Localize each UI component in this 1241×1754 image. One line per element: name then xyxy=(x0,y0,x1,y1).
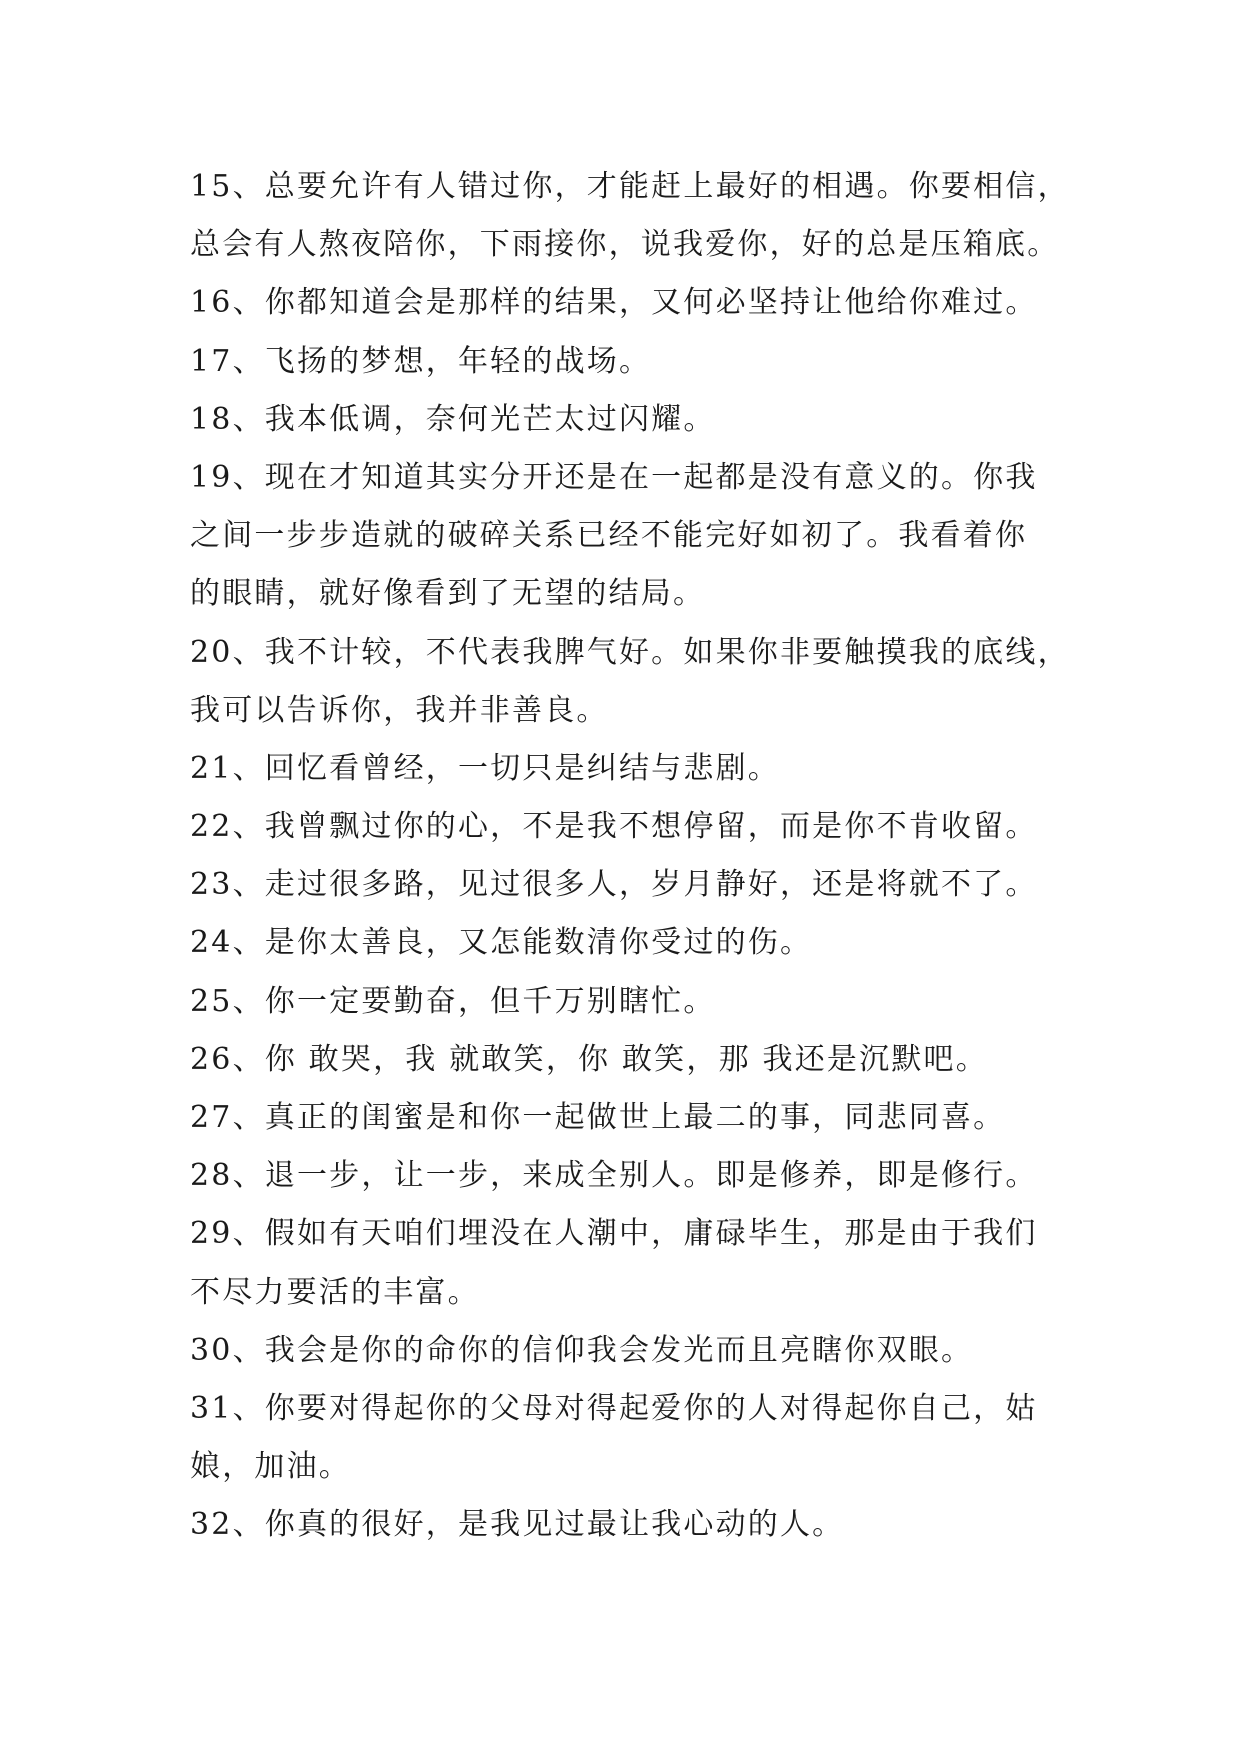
text-line: 21、回忆看曾经，一切只是纠结与悲剧。 xyxy=(190,750,780,786)
text-line: 15、总要允许有人错过你，才能赶上最好的相遇。你要相信， xyxy=(190,169,1070,204)
text-line: 24、是你太善良，又怎能数清你受过的伤。 xyxy=(190,925,813,961)
text-line: 25、你一定要勤奋，但千万别瞎忙。 xyxy=(190,983,716,1019)
text-line: 28、退一步，让一步，来成全别人。即是修养，即是修行。 xyxy=(190,1158,1038,1194)
text-line: 16、你都知道会是那样的结果，又何必坚持让他给你难过。 xyxy=(190,285,1038,321)
text-line: 的眼睛，就好像看到了无望的结局。 xyxy=(190,576,706,612)
text-line: 17、飞扬的梦想，年轻的战场。 xyxy=(190,343,652,379)
text-line: 27、真正的闺蜜是和你一起做世上最二的事，同悲同喜。 xyxy=(190,1100,1006,1135)
document-body xyxy=(190,158,1090,1555)
text-line: 之间一步步造就的破碎关系已经不能完好如初了。我看着你 xyxy=(190,518,1028,554)
text-line: 29、假如有天咱们埋没在人潮中，庸碌毕生，那是由于我们 xyxy=(190,1216,1038,1252)
text-line: 22、我曾飘过你的心，不是我不想停留，而是你不肯收留。 xyxy=(190,809,1038,845)
text-line: 30、我会是你的命你的信仰我会发光而且亮瞎你双眼。 xyxy=(190,1332,974,1368)
text-line: 31、你要对得起你的父母对得起爱你的人对得起你自己，姑 xyxy=(190,1390,1038,1426)
text-line: 我可以告诉你，我并非善良。 xyxy=(190,692,609,728)
text-line: 娘，加油。 xyxy=(190,1449,351,1485)
text-line: 23、走过很多路，见过很多人，岁月静好，还是将就不了。 xyxy=(190,867,1038,903)
text-line: 总会有人熬夜陪你，下雨接你，说我爱你，好的总是压箱底。 xyxy=(190,227,1060,263)
text-line: 不尽力要活的丰富。 xyxy=(190,1274,480,1310)
text-line: 20、我不计较，不代表我脾气好。如果你非要触摸我的底线， xyxy=(190,634,1070,670)
text-line: 19、现在才知道其实分开还是在一起都是没有意义的。你我 xyxy=(190,459,1038,495)
text-line: 32、你真的很好，是我见过最让我心动的人。 xyxy=(190,1507,845,1543)
text-line: 26、你 敢哭，我 就敢笑，你 敢笑，那 我还是沉默吧。 xyxy=(190,1041,988,1077)
text-line: 18、我本低调，奈何光芒太过闪耀。 xyxy=(190,401,716,437)
